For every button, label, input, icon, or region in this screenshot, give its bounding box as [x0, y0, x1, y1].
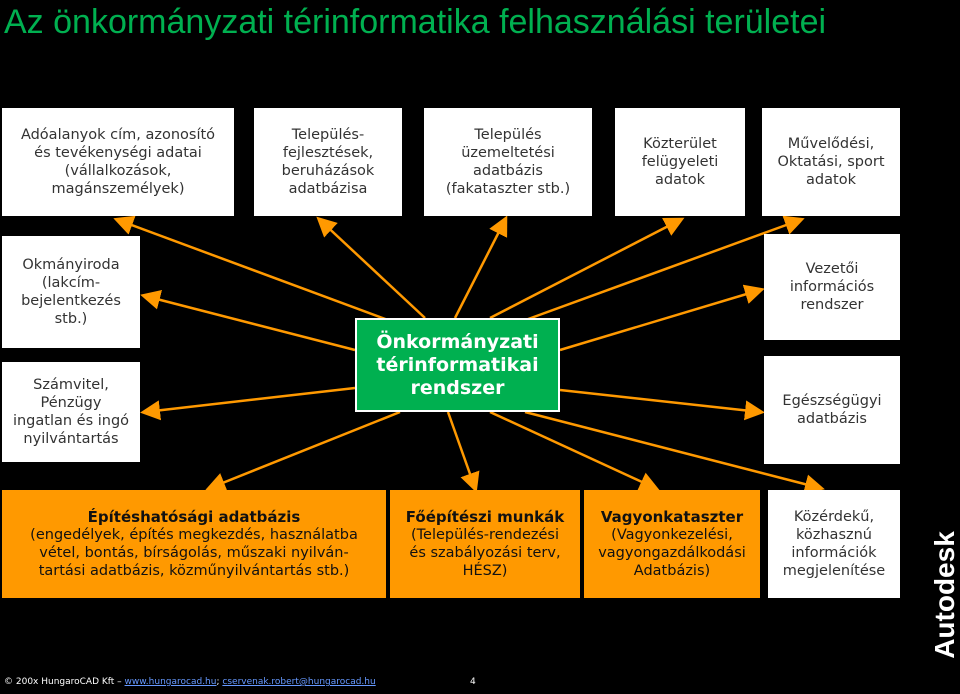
box-muvelodesi: Művelődési, Oktatási, sport adatok [762, 108, 900, 216]
foepiteszi-heading: Főépítészi munkák [405, 508, 565, 526]
arrow-to-uzemeltetes [455, 220, 505, 318]
box-vagyonkataszter [584, 490, 760, 598]
box-szamvitel: Számvitel, Pénzügy ingatlan és ingó nyilvántartás [2, 362, 140, 462]
page-title: Az önkormányzati térinformatika felhasználási területei [4, 3, 827, 41]
vagyonkataszter-heading: Vagyonkataszter [600, 508, 744, 526]
box-telepules-uzemeltetes: Település üzemeltetési adatbázis (fakataszter stb.) [424, 108, 592, 216]
arrow-to-okmanyiroda [145, 296, 355, 350]
box-foepiteszi [390, 490, 580, 598]
box-epiteshatosagi [2, 490, 386, 598]
arrow-to-egeszsegugyi [560, 390, 760, 412]
arrow-to-adoalanyok [118, 220, 415, 330]
box-adoalanyok: Adóalanyok cím, azonosító és tevékenységi adatai (vállalkozások, magánszemélyek) [2, 108, 234, 216]
footer-copyright: © 200x HungaroCAD Kft [4, 677, 115, 687]
footer-website-link[interactable]: www.hungarocad.hu [124, 677, 217, 687]
box-egeszsegugyi: Egészségügyi adatbázis [764, 356, 900, 464]
epiteshatosagi-heading: Építéshatósági adatbázis [87, 508, 301, 526]
arrow-to-foepiteszi [448, 412, 475, 488]
footer-email-link[interactable]: cservenak.robert@hungarocad.hu [222, 677, 376, 687]
autodesk-logo [930, 500, 960, 690]
box-okmanyiroda: Okmányiroda (lakcím- bejelentkezés stb.) [2, 236, 140, 348]
center-box: Önkormányzati térinformatikai rendszer [355, 318, 560, 412]
arrow-to-kozterulet [490, 220, 680, 318]
arrow-to-epiteshatosagi [210, 412, 400, 488]
foepiteszi-body: (Település-rendezési és szabályozási terv, HÉSZ) [409, 527, 561, 579]
footer-separator: – [114, 677, 125, 687]
autodesk-logo-text: Autodesk [929, 531, 960, 659]
box-kozterulet: Közterület felügyeleti adatok [615, 108, 745, 216]
box-telepulesfejlesztes: Település- fejlesztések, beruházások adatbázisa [254, 108, 402, 216]
footer-semicolon: ; [216, 677, 220, 687]
footer [4, 677, 376, 687]
arrow-to-vezetoi [560, 290, 760, 350]
page-number: 4 [470, 677, 476, 687]
arrow-to-telepulesfejlesztes [320, 220, 425, 318]
arrow-to-szamvitel [145, 388, 355, 412]
arrow-to-muvelodesi [520, 220, 800, 322]
box-kozerdeku: Közérdekű, közhasznú információk megjelenítése [768, 490, 900, 598]
box-vezetoi: Vezetői információs rendszer [764, 234, 900, 340]
vagyonkataszter-body: (Vagyonkezelési, vagyongazdálkodási Adatbázis) [598, 527, 746, 579]
epiteshatosagi-body: (engedélyek, építés megkezdés, használatba vétel, bontás, bírságolás, műszaki nyilván- tartási adatbázis, közműnyilvántartás stb.) [30, 527, 358, 579]
